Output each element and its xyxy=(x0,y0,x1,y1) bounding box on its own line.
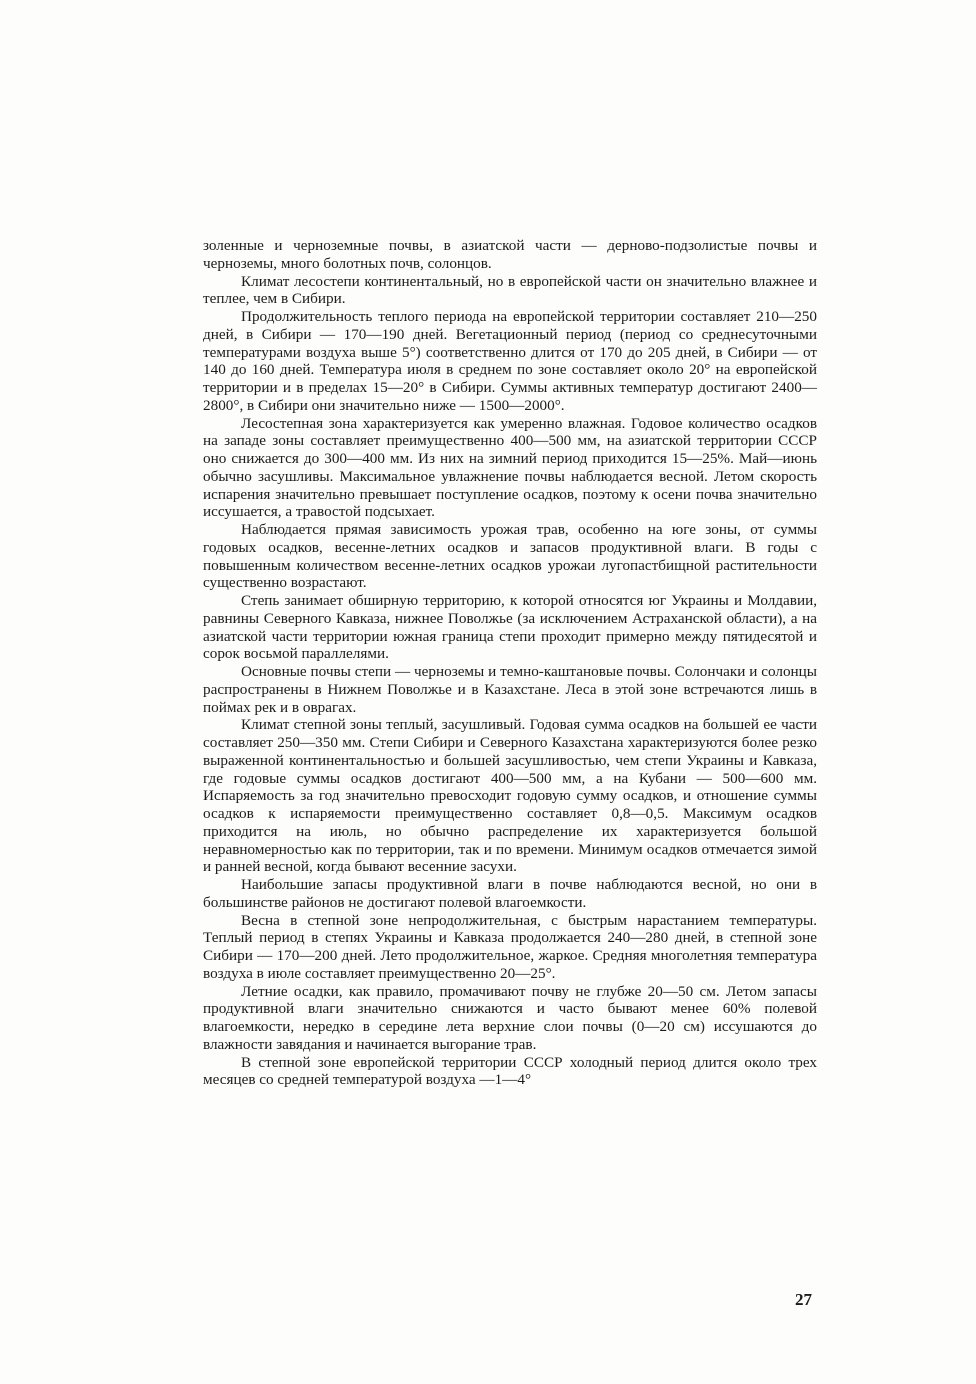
paragraph-1: золенные и черноземные почвы, в азиатской части — дерново-подзолистые почвы и черноземы, много болотных почв, солонцов. xyxy=(203,237,817,272)
paragraph-6: Степь занимает обширную территорию, к которой относятся юг Украины и Молдавии, равнины Северного Кавказа, нижнее Поволжье (за исключением Астраханской области), а на азиатской части территории южная граница степи проходит примерно между пятидесятой и сорок восьмой параллелями. xyxy=(203,592,817,663)
paragraph-11: Летние осадки, как правило, промачивают почву не глубже 20—50 см. Летом запасы продуктивной влаги значительно снижаются и часто бывают менее 60% полевой влагоемкости, нередко в середине лета верхние слои почвы (0—20 см) иссушаются до влажности завядания и начинается выгорание трав. xyxy=(203,982,817,1053)
paragraph-7: Основные почвы степи — черноземы и темно-каштановые почвы. Солончаки и солонцы распространены в Нижнем Поволжье и в Казахстане. Леса в этой зоне встречаются лишь в поймах рек и в оврагах. xyxy=(203,663,817,716)
paragraph-8: Климат степной зоны теплый, засушливый. Годовая сумма осадков на большей ее части составляет 250—350 мм. Степи Сибири и Северного Казахстана характеризуются более резко выраженной континентальностью и большей засушливостью, чем степи Украины и Кавказа, где годовые суммы осадков достигают 400—500 мм, а на Кубани — 500—600 мм. Испаряемость за год значительно превосходит годовую сумму осадков, и отношение суммы осадков к испаряемости преимущественно составляет 0,8—0,5. Максимум осадков приходится на июль, но обычно распределение их характеризуется большой неравномерностью как по территории, так и по времени. Минимум осадков отмечается зимой и ранней весной, когда бывают весенние засухи. xyxy=(203,716,817,876)
paragraph-9: Наибольшие запасы продуктивной влаги в почве наблюдаются весной, но они в большинстве районов не достигают полевой влагоемкости. xyxy=(203,876,817,911)
paragraph-3: Продолжительность теплого периода на европейской территории составляет 210—250 дней, в Сибири — 170—190 дней. Вегетационный период (период со среднесуточными температурами воздуха выше 5°) соответственно длится от 170 до 205 дней, в Сибири — от 140 до 160 дней. Температура июля в среднем по зоне составляет около 20° на европейской территории и в пределах 15—20° в Сибири. Суммы активных температур достигают 2400—2800°, в Сибири они значительно ниже — 1500—2000°. xyxy=(203,308,817,414)
page-number: 27 xyxy=(795,1290,812,1309)
paragraph-10: Весна в степной зоне непродолжительная, с быстрым нарастанием температуры. Теплый период в степях Украины и Кавказа продолжается 240—280 дней, в степной зоне Сибири — 170—200 дней. Лето продолжительное, жаркое. Средняя многолетняя температура воздуха в июле составляет преимущественно 20—25°. xyxy=(203,911,817,982)
paragraph-5: Наблюдается прямая зависимость урожая трав, особенно на юге зоны, от суммы годовых осадков, весенне-летних осадков и запасов продуктивной влаги. В годы с повышенным количеством весенне-летних осадков урожаи лугопастбищной растительности существенно возрастают. xyxy=(203,521,817,592)
paragraph-4: Лесостепная зона характеризуется как умеренно влажная. Годовое количество осадков на западе зоны составляет преимущественно 400—500 мм, на азиатской территории СССР оно снижается до 300—400 мм. Из них на зимний период приходится 15—25%. Май—июнь обычно засушливы. Максимальное увлажнение почвы наблюдается весной. Летом скорость испарения значительно превышает поступление осадков, поэтому к осени почва значительно иссушается, а травостой подсыхает. xyxy=(203,414,817,521)
paragraph-12: В степной зоне европейской территории СССР холодный период длится около трех месяцев со средней температурой воздуха —1—4° xyxy=(203,1053,817,1089)
paragraph-2: Климат лесостепи континентальный, но в европейской части он значительно влажнее и теплее, чем в Сибири. xyxy=(203,272,817,308)
body-text xyxy=(203,237,817,1089)
